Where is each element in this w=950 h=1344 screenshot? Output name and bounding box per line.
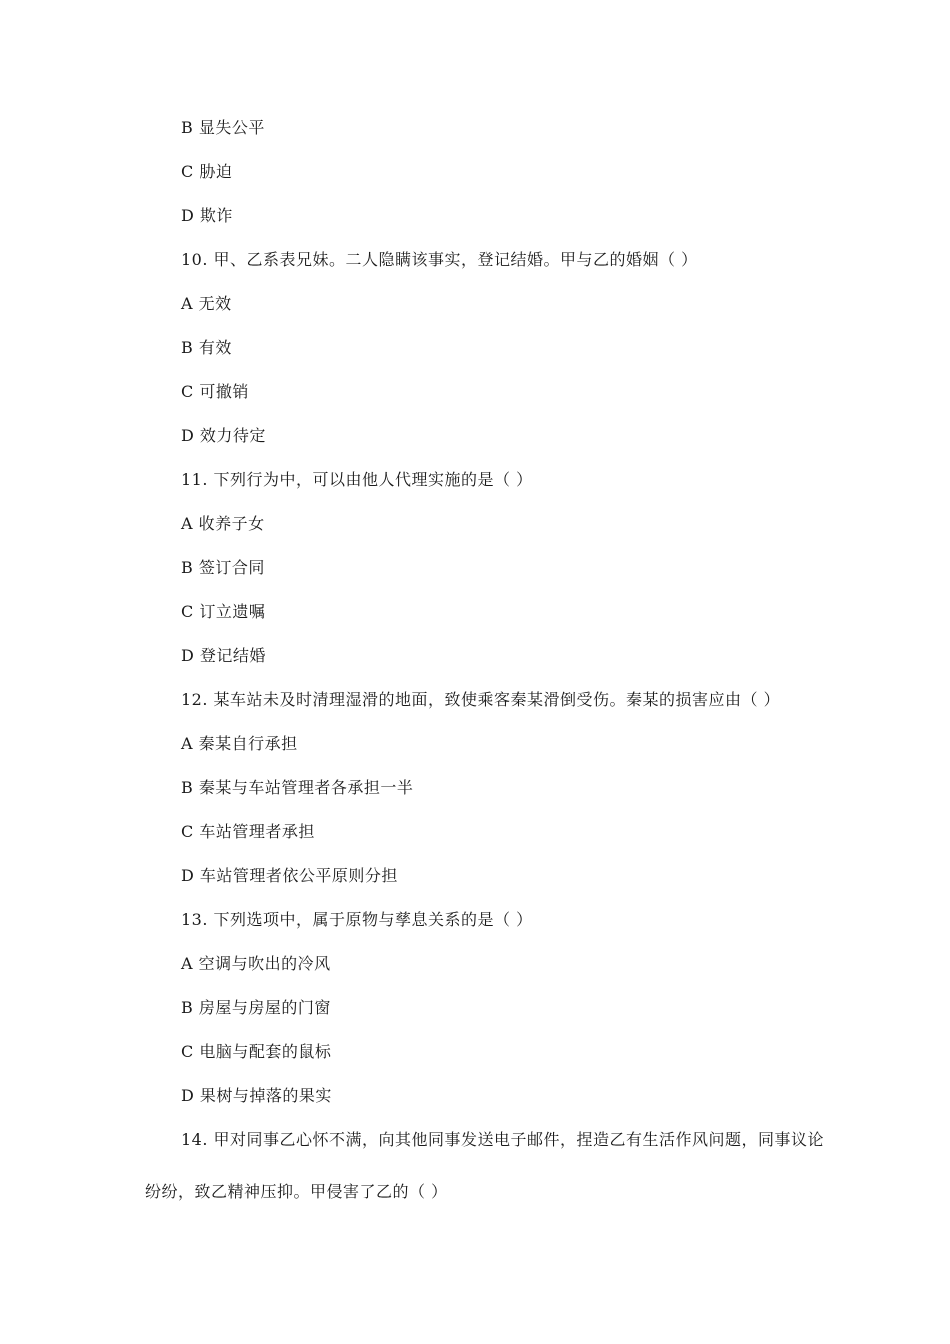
question-13: 13. 下列选项中，属于原物与孳息关系的是（ ） (181, 910, 533, 929)
option-12c: C 车站管理者承担 (181, 822, 315, 841)
option-10c: C 可撤销 (181, 382, 249, 401)
option-10b: B 有效 (181, 338, 232, 357)
option-12b: B 秦某与车站管理者各承担一半 (181, 778, 414, 797)
question-14-continuation: 纷纷，致乙精神压抑。甲侵害了乙的（ ） (145, 1182, 448, 1201)
question-14: 14. 甲对同事乙心怀不满，向其他同事发送电子邮件，捏造乙有生活作风问题，同事议论 (181, 1130, 825, 1149)
option-10d: D 效力待定 (181, 426, 266, 445)
option-13a: A 空调与吹出的冷风 (181, 954, 331, 973)
option-11c: C 订立遗嘱 (181, 602, 266, 621)
question-12: 12. 某车站未及时清理湿滑的地面，致使乘客秦某滑倒受伤。秦某的损害应由（ ） (181, 690, 781, 709)
option-12a: A 秦某自行承担 (181, 734, 298, 753)
option-12d: D 车站管理者依公平原则分担 (181, 866, 398, 885)
option-11b: B 签订合同 (181, 558, 265, 577)
option-13b: B 房屋与房屋的门窗 (181, 998, 331, 1017)
option-11d: D 登记结婚 (181, 646, 266, 665)
option-11a: A 收养子女 (181, 514, 265, 533)
option-9c: C 胁迫 (181, 162, 233, 181)
option-9b: B 显失公平 (181, 118, 265, 137)
option-13c: C 电脑与配套的鼠标 (181, 1042, 332, 1061)
question-11: 11. 下列行为中，可以由他人代理实施的是（ ） (181, 470, 533, 489)
question-10: 10. 甲、乙系表兄妹。二人隐瞒该事实，登记结婚。甲与乙的婚姻（ ） (181, 250, 698, 269)
option-10a: A 无效 (181, 294, 232, 313)
option-13d: D 果树与掉落的果实 (181, 1086, 332, 1105)
option-9d: D 欺诈 (181, 206, 233, 225)
